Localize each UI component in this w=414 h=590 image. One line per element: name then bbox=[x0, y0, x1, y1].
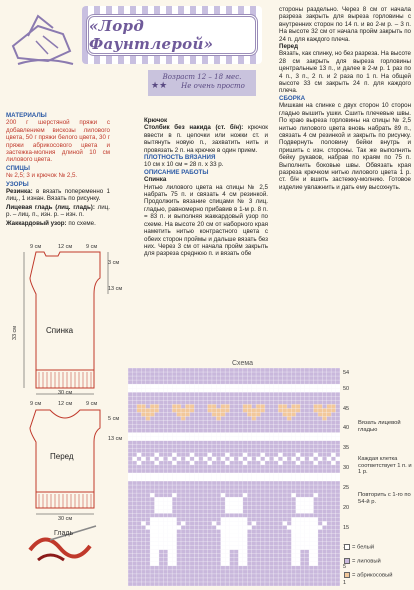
hook-heading: Крючок bbox=[144, 117, 168, 124]
boat-sketch-icon bbox=[8, 6, 78, 72]
legend-lilac bbox=[344, 558, 381, 565]
schema-title: Схема bbox=[232, 360, 254, 367]
stockinette-text: лиц. р. – лиц. п., изн. р. – изн. п. bbox=[6, 203, 110, 219]
row-number: 15 bbox=[343, 524, 350, 531]
back-text: Нитью лилового цвета на спицы № 2,5 набрать 75 п. и связать 4 см резинкой. Продолжить вязание спицами № 3 лиц. гладью, равномерно прибавив в 1-м р. 8 п. = 83 п. и выполняя жаккардовый узор по схеме. На высоте 20 см от наборного края наметить нитью контрастного цвета с обеих сторон проймы и дальше вязать без них. Через 3 см от начала пройм закрыть для разреза среднюю п. и вязать обе bbox=[144, 183, 268, 258]
stockinette-label: Лицевая гладь (лиц. гладь): bbox=[6, 203, 95, 211]
legend-white bbox=[344, 544, 374, 551]
legend-lilac-swatch bbox=[344, 558, 350, 564]
legend-white-swatch bbox=[344, 544, 350, 550]
row-number: 35 bbox=[343, 445, 350, 452]
row-number: 1 bbox=[343, 580, 347, 587]
note-cell: Каждая клетка соответствует 1 п. и 1 р. bbox=[358, 456, 412, 476]
legend-apricot-label: = абрикосовый bbox=[352, 572, 393, 579]
sc-text: крючок ввести в п. цепочки или ножки ст. и вытянуть новую п., захватить нить и провязать 2 п. на крючке в один прием. bbox=[144, 124, 268, 154]
back-heading: Спинка bbox=[144, 176, 167, 184]
row-number: 54 bbox=[343, 370, 350, 376]
row-number: 20 bbox=[343, 504, 350, 511]
age-text: Возраст 12 – 18 мес. bbox=[162, 73, 242, 81]
materials-heading: МАТЕРИАЛЫ bbox=[6, 112, 47, 119]
jacquard-text: по схеме. bbox=[66, 219, 96, 227]
materials-text: 200 г шерстяной пряжи с добавлением вискозы лилового цвета, 50 г пряжи белого цвета, 30 г пряжи абрикосового цвета и застежка-молния длиной 10 см лилового цвета. bbox=[6, 119, 110, 164]
rib-label: Резинка: bbox=[6, 188, 33, 196]
assembly-text: Мишкам на спинке с двух сторон 10 сторон гладью вышить ушки. Сшить плечевые швы. По краю выреза горловины на спицы № 2,5 нитью лилового цвета вновь набрать 89 п., связать 4 см резинкой и закрыть по рисунку. Подвернуть половину бейки внутрь и пришить с изн. стороны. Так же выполнить бейку рукавов, набрав по краям по 75 п. Выполнить боковые швы. Обвязать края разреза крючком нитью лилового цвета 1 р. ст. б/н и вшить застежку-молнию. Готовое изделие увлажнить и дать ему высохнуть. bbox=[279, 102, 411, 191]
right-column bbox=[279, 6, 411, 191]
back-continued-text: стороны раздельно. Через 8 см от начала разреза закрыть для выреза горловины с внутренних сторон по 14 п. и во 2-м р. – 3 п. На высоте 32 см от начала пройм закрыть по 24 п. для каждого плеча. bbox=[279, 6, 411, 43]
dim-top-b: 12 см bbox=[58, 244, 73, 250]
left-column bbox=[6, 112, 110, 228]
legend-white-label: = белый bbox=[352, 544, 375, 551]
front-dim-top-a: 9 см bbox=[30, 401, 42, 407]
jacquard-label: Жаккардовый узор: bbox=[6, 219, 67, 227]
sc-label: Столбик без накида (ст. б/н): bbox=[144, 124, 244, 132]
front-text: Вязать, как спинку, но без разреза. На высоте 28 см закрыть для выреза горловины центральные 13 п., и далее в 2-м р. 1 раз по 4 п., 3 п., 2 п. и 2 раза по 1 п. На общей высоте 33 см закрыть 24 п. для каждого плеча. bbox=[279, 50, 411, 95]
row-number: 50 bbox=[343, 385, 350, 392]
difficulty-text: Не очень просто bbox=[181, 82, 245, 90]
front-dim-width: 30 см bbox=[58, 516, 73, 522]
rib-text: в вязать попеременно 1 лиц., 1 изнан. Вязать по рисунку. bbox=[6, 188, 110, 203]
difficulty-stars: ★★ bbox=[151, 80, 168, 90]
row-number: 5 bbox=[343, 564, 347, 571]
gauge-heading: ПЛОТНОСТЬ ВЯЗАНИЯ bbox=[144, 154, 216, 162]
row-number: 25 bbox=[343, 484, 350, 491]
note-stockinette: Вязать лицевой гладью bbox=[358, 420, 401, 433]
glad-label: Гладь bbox=[54, 530, 74, 537]
front-label: Перед bbox=[50, 452, 74, 461]
legend-apricot-swatch bbox=[344, 572, 350, 578]
page-title: «Лорд Фаунтлерой» bbox=[89, 17, 214, 53]
row-number: 40 bbox=[343, 425, 350, 432]
title-banner bbox=[86, 14, 258, 56]
legend-apricot bbox=[344, 572, 393, 579]
assembly-heading: СБОРКА bbox=[279, 94, 306, 102]
dim-width: 30 см bbox=[58, 390, 73, 396]
front-heading: Перед bbox=[279, 43, 299, 51]
description-heading: ОПИСАНИЕ РАБОТЫ bbox=[144, 168, 209, 176]
front-dim-neck: 5 см bbox=[108, 416, 120, 422]
dim-top-a: 9 см bbox=[30, 244, 42, 250]
front-dim-armhole: 13 см bbox=[108, 436, 123, 442]
back-label: Спинка bbox=[46, 326, 74, 335]
dim-height: 33 см bbox=[12, 325, 19, 341]
needles-text: № 2,5; 3 и крючок № 2,5. bbox=[6, 172, 78, 180]
note-repeat: Повторить с 1-го по 54-й р. bbox=[358, 492, 411, 505]
front-dim-top-b: 12 см bbox=[58, 401, 73, 407]
gauge-text: 10 см х 10 см = 28 п. х 33 р. bbox=[144, 161, 224, 169]
needles-heading: СПИЦЫ bbox=[6, 164, 30, 172]
patterns-heading: УЗОРЫ bbox=[6, 180, 29, 188]
legend-lilac-label: = лиловый bbox=[352, 558, 381, 565]
needle-stitch-illustration bbox=[20, 520, 106, 580]
front-dim-top-c: 9 см bbox=[86, 401, 98, 407]
row-number: 30 bbox=[343, 465, 350, 472]
dim-armhole: 13 см bbox=[108, 286, 123, 292]
middle-column bbox=[144, 117, 268, 258]
jacquard-chart bbox=[128, 368, 340, 586]
dim-top-c: 9 см bbox=[86, 244, 98, 250]
dim-neck: 3 см bbox=[108, 260, 120, 266]
row-number: 45 bbox=[343, 405, 350, 412]
